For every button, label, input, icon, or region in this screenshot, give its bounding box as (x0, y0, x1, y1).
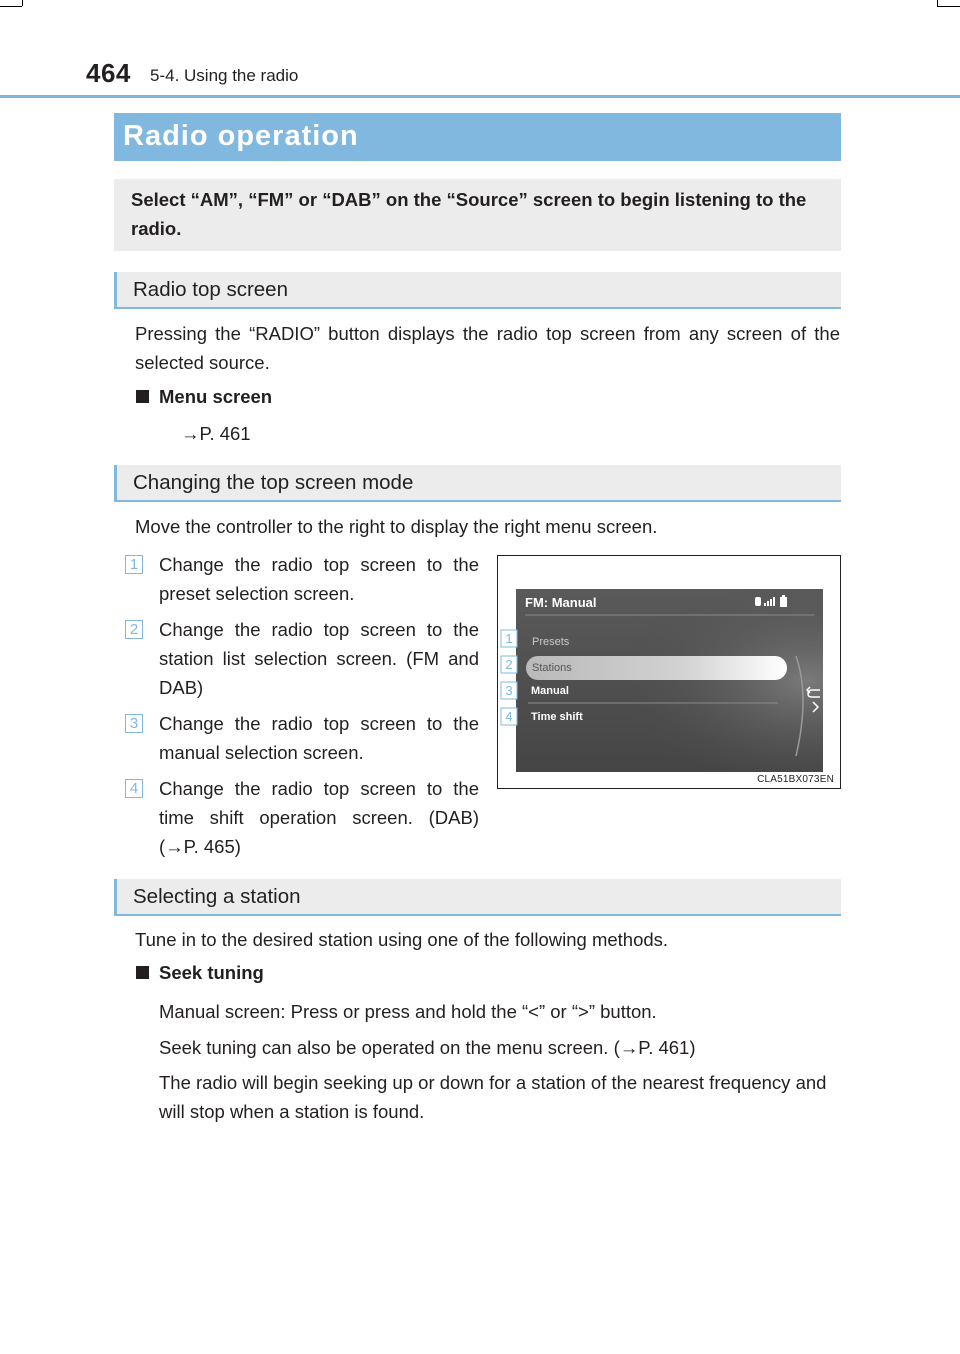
callout-4 (501, 708, 517, 725)
subheading-title: Changing the top screen mode (133, 471, 414, 494)
subheading-change-mode (114, 465, 841, 502)
selecting-text: Tune in to the desired station using one of the following methods. (135, 929, 669, 950)
number-3-icon: 3 (125, 714, 143, 733)
svg-text:1: 1 (505, 631, 513, 646)
callout-3 (501, 682, 517, 699)
menu-item-manual: Manual (531, 685, 569, 697)
list-item: Change the radio top screen to the manual selection screen. (159, 713, 479, 763)
figure-code: CLA51BX073EN (757, 774, 834, 785)
section-label: 5-4. Using the radio (150, 66, 299, 85)
seek-line: Seek tuning can also be operated on the menu screen. (→P. 461) (159, 1037, 696, 1058)
subheading-selecting-station (114, 879, 841, 916)
list-item: Change the radio top screen to the preset selection screen. (159, 554, 479, 604)
seek-tuning-heading: Seek tuning (136, 962, 264, 984)
section-title: Radio operation (123, 120, 359, 152)
subheading-title: Radio top screen (133, 278, 288, 301)
top-screen-text: Pressing the “RADIO” button displays the radio top screen from any screen of the selected source. (135, 323, 840, 373)
number-4-icon: 4 (125, 779, 143, 798)
intro-text: Select “AM”, “FM” or “DAB” on the “Source” screen to begin listening to the radio. (131, 189, 807, 239)
crop-mark (937, 6, 960, 7)
screen-title: FM: Manual (525, 595, 597, 610)
menu-item-time-shift: Time shift (531, 711, 583, 723)
change-mode-text: Move the controller to the right to display the right menu screen. (135, 516, 658, 537)
bullet-square-icon (136, 966, 149, 979)
subheading-title: Selecting a station (133, 885, 301, 908)
bullet-square-icon (136, 390, 149, 403)
list-item: Change the radio top screen to the station list selection screen. (FM and DAB) (159, 619, 479, 698)
crop-mark (22, 0, 23, 6)
menu-item-presets: Presets (532, 636, 570, 648)
svg-text:4: 4 (505, 709, 513, 724)
header-rule (0, 95, 960, 98)
menu-item-stations: Stations (532, 662, 572, 674)
page-number: 464 (86, 58, 131, 88)
screen-illustration (498, 556, 840, 788)
section-banner (114, 113, 841, 161)
seek-line: Manual screen: Press or press and hold the “<” or “>” button. (159, 1001, 657, 1022)
crop-mark (0, 6, 22, 7)
callout-2 (501, 656, 517, 673)
number-1-icon: 1 (125, 555, 143, 574)
menu-screen-ref: →P. 461 (181, 423, 251, 444)
menu-screen-heading: Menu screen (136, 386, 272, 408)
svg-text:2: 2 (505, 657, 513, 672)
number-2-icon: 2 (125, 620, 143, 639)
intro-box (114, 179, 841, 251)
list-item: Change the radio top screen to the time shift operation screen. (DAB) (→P. 465) (159, 778, 479, 857)
callout-1 (501, 630, 517, 647)
seek-line: The radio will begin seeking up or down for a station of the nearest frequency and will stop when a station is found. (159, 1072, 827, 1122)
svg-text:3: 3 (505, 683, 513, 698)
radio-screen-figure (497, 555, 841, 789)
subheading-radio-top-screen (114, 272, 841, 309)
